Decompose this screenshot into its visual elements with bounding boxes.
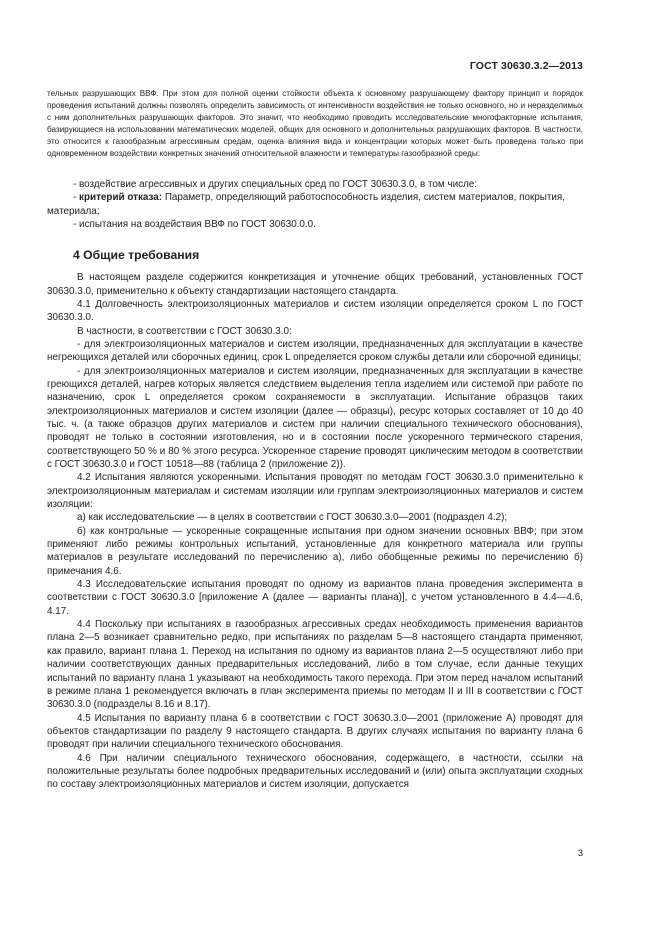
definition-item xyxy=(47,191,583,218)
definition-item: - испытания на воздействия ВВФ по ГОСТ 30630.0.0. xyxy=(73,218,316,230)
definition-prefix: - xyxy=(73,192,80,204)
section-paragraph: - для электроизоляционных материалов и систем изоляции, предназначенных для эксплуатации в качестве греющихся деталей, нагрев которых является следствием выделения тепла изделием или системой при работе по назначению, срок L определяется сроком сохраняемости в эксплуатации. Испытание образцов таких электроизоляционных материалов и систем изоляции (далее — образцы), ресурс которых составляет от 10 до 40 тыс. ч. (а также образцов других материалов и систем при наличии специального технического обоснования), проводят не только в состоянии изготовления, но и в состоянии после ускоренного термического старения, соответствующего 50 % и 80 % этого ресурса. Ускоренное старение проводят циклическим методом в соответствии с ГОСТ 30630.3.0 и ГОСТ 10518—88 (таблица 2 (приложение 2)). xyxy=(47,365,583,470)
definition-text: Параметр, определяющий работоспособность изделия, систем материалов, покрытия, материала; xyxy=(47,192,566,217)
section-paragraph: - для электроизоляционных материалов и систем изоляции, предназначенных для эксплуатации в качестве негреющихся деталей или сборочных единиц, срок L определяется сроком службы детали или сборочной единицы; xyxy=(47,338,583,364)
section-paragraph: а) как исследовательские — в целях в соответствии с ГОСТ 30630.3.0—2001 (подраздел 4.2); xyxy=(77,512,508,524)
section-paragraph: 4.6 При наличии специального технического обоснования, содержащего, в частности, ссылки на положительные результаты более подробных предварительных исследований и (или) опыта эксплуатации сходных по составу электроизоляционных материалов и систем изоляции, допускается xyxy=(47,752,583,791)
section-paragraph: 4.3 Исследовательские испытания проводят по одному из вариантов плана проведения эксперимента в соответствии с ГОСТ 30630.3.0 [приложение А (далее — варианты плана)], с учетом установленного в 4.4—4.6, 4.17. xyxy=(47,579,583,617)
page-number: 3 xyxy=(577,848,583,859)
section-title: 4 Общие требования xyxy=(73,248,200,263)
page-body xyxy=(47,88,583,792)
section-paragraph: 4.2 Испытания являются ускоренными. Испытания проводят по методам ГОСТ 30630.3.0 применительно к электроизоляционным материалам и системам изоляции или группам электроизоляционных материалов и систем изоляции: xyxy=(47,472,583,511)
section-paragraph: 4.1 Долговечность электроизоляционных материалов и систем изоляции определяется сроком L по ГОСТ 30630.3.0. xyxy=(47,298,583,324)
section-paragraph: 4.5 Испытания по варианту плана 6 в соответствии с ГОСТ 30630.3.0—2001 (приложение А) проводят для объектов стандартизации по разделу 9 настоящего стандарта. В других случаях испытания по варианту плана 6 проводят при наличии специального технического обоснования. xyxy=(47,712,583,751)
section-paragraph: В частности, в соответствии с ГОСТ 30630.3.0: xyxy=(77,325,292,337)
document-code: ГОСТ 30630.3.2—2013 xyxy=(469,60,583,72)
section-paragraph: 4.4 Поскольку при испытаниях в газообразных агрессивных средах необходимость применения вариантов плана 2—5 возникает сравнительно редко, при испытаниях по разделам 5—8 настоящего стандарта применяют, как правило, вариант плана 1. Переход на испытания по одному из вариантов плана 2—5 осуществляют либо при наличии соответствующих данных предварительных исследований, либо в том случае, если данные текущих испытаний по варианту плана 1 указывают на необходимость такого перехода. При этом перед началом испытаний в режиме плана 1 рекомендуется включать в план эксперимента приемы по методам II и III в соответствии с ГОСТ 30630.3.0 (подразделы 8.16 и 8.17). xyxy=(47,619,583,711)
definition-item: - воздействие агрессивных и других специальных сред по ГОСТ 30630.3.0, в том числе: xyxy=(73,179,478,190)
intro-paragraph: тельных разрушающих ВВФ. При этом для полной оценки стойкости объекта к основному разрушающему фактору принцип и порядок проведения испытаний должны позволять определить зависимость от интенсивности воздействия не только основного, но и неразделимых с ним дополнительных разрушающих факторов. Это значит, что необходимо проводить исследовательские многофакторные испытания, базирующиеся на использовании математических моделей, общих для основного и дополнительных разрушающих факторов. В частности, это относится к газообразным агрессивным средам, оценка влияния вида и концентрации которых может быть проведена только при одновременном воздействии конкретных значений относительной влажности и температуры газообразной среды: xyxy=(47,89,583,158)
section-paragraph: В настоящем разделе содержится конкретизация и уточнение общих требований, установленных ГОСТ 30630.3.0, применительно к объекту стандартизации настоящего стандарта. xyxy=(47,272,583,297)
definition-term: критерий отказа: xyxy=(79,192,163,204)
section-paragraph: б) как контрольные — ускоренные сокращенные испытания при одном значении основных ВВФ; при этом применяют либо режимы контрольных испытаний, установленные для конкретного материала или группы материалов в результате исследований по перечислению а), либо обобщенные режимы по перечислению б) примечания 4.6. xyxy=(47,525,583,577)
